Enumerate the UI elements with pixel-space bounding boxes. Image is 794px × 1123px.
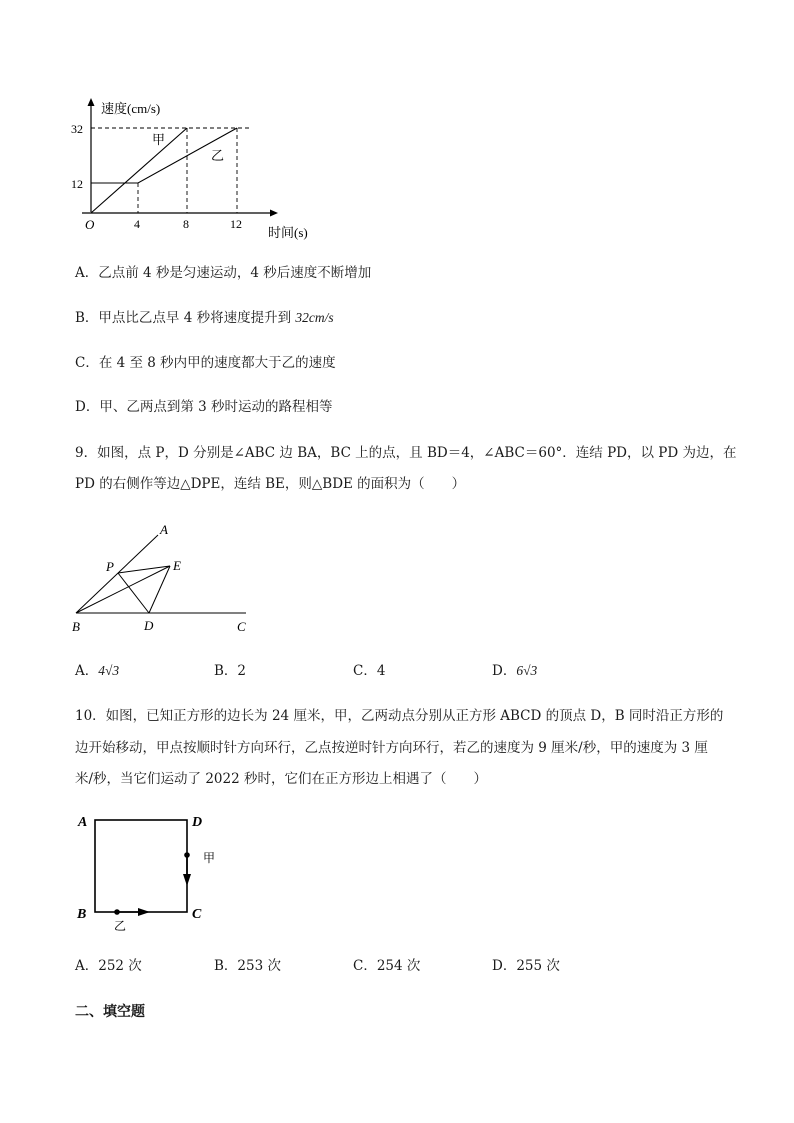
q10-option-d[interactable] bbox=[492, 956, 560, 976]
q9-option-b[interactable] bbox=[214, 661, 246, 681]
option-unit: 32cm/s bbox=[295, 310, 334, 325]
option-letter: B． bbox=[214, 663, 238, 679]
segment-be bbox=[76, 566, 170, 613]
option-letter: C． bbox=[75, 355, 99, 371]
speed-time-graph bbox=[60, 92, 340, 242]
label-yi: 乙 bbox=[114, 919, 127, 933]
option-letter: A． bbox=[75, 265, 99, 281]
q10-stem-line2: 边开始移动，甲点按顺时针方向环行，乙点按逆时针方向环行，若乙的速度为 9 厘米/秒，甲的速度为 3 厘 bbox=[75, 740, 708, 756]
option-value: 252 次 bbox=[98, 958, 142, 974]
option-letter: D． bbox=[492, 663, 517, 679]
option-letter: C． bbox=[353, 663, 377, 679]
option-letter: A． bbox=[75, 663, 99, 679]
q9-option-c[interactable] bbox=[353, 661, 385, 681]
option-value: 4√3 bbox=[98, 663, 120, 678]
line-jia bbox=[91, 128, 187, 213]
arrow-jia-head bbox=[183, 874, 191, 886]
option-text: 甲、乙两点到第 3 秒时运动的路程相等 bbox=[99, 399, 333, 415]
q10-square-figure bbox=[70, 808, 230, 938]
segment-de bbox=[149, 566, 170, 613]
option-value: 255 次 bbox=[516, 958, 560, 974]
label-p: P bbox=[106, 559, 114, 574]
q9-stem-line1: 9．如图，点 P，D 分别是∠ABC 边 BA，BC 上的点，且 BD＝4，∠ABC＝60°．连结 PD，以 PD 为边，在 bbox=[75, 445, 737, 461]
x-axis-arrow bbox=[270, 210, 278, 217]
q9-figure bbox=[60, 518, 260, 638]
section-heading: 二、填空题 bbox=[75, 1004, 145, 1020]
q10-option-c[interactable] bbox=[353, 956, 420, 976]
x-tick-12: 12 bbox=[230, 217, 242, 231]
label-jia: 甲 bbox=[152, 132, 166, 147]
option-value: 6√3 bbox=[516, 663, 538, 678]
option-letter: D． bbox=[492, 958, 517, 974]
option-value: 2 bbox=[237, 663, 247, 679]
q10-stem-line1: 10．如图，已知正方形的边长为 24 厘米，甲，乙两动点分别从正方形 ABCD 的顶点 D，B 同时沿正方形的 bbox=[75, 708, 724, 724]
option-value: 253 次 bbox=[237, 958, 281, 974]
label-b: B bbox=[77, 907, 87, 922]
q8-option-c[interactable] bbox=[75, 353, 336, 373]
square-abcd bbox=[95, 820, 187, 912]
q9-stem-line2: PD 的右侧作等边△DPE，连结 BE，则△BDE 的面积为（ ） bbox=[75, 476, 466, 492]
ray-ba bbox=[76, 535, 158, 613]
option-text: 甲点比乙点早 4 秒将速度提升到 bbox=[98, 310, 296, 326]
label-e: E bbox=[173, 558, 181, 573]
x-axis-label: 时间(s) bbox=[268, 225, 308, 240]
y-axis-arrow bbox=[88, 98, 95, 106]
option-text: 在 4 至 8 秒内甲的速度都大于乙的速度 bbox=[98, 355, 336, 371]
label-a: A bbox=[160, 522, 168, 537]
option-letter: B． bbox=[214, 958, 238, 974]
x-tick-4: 4 bbox=[134, 217, 140, 231]
option-letter: C． bbox=[353, 958, 377, 974]
y-tick-32: 32 bbox=[71, 122, 83, 136]
q8-option-b[interactable] bbox=[75, 308, 334, 328]
label-b: B bbox=[72, 619, 80, 634]
arrow-yi-head bbox=[138, 908, 150, 916]
label-jia: 甲 bbox=[203, 851, 216, 865]
option-value: 254 次 bbox=[376, 958, 421, 974]
q9-option-a[interactable] bbox=[75, 661, 119, 681]
label-c: C bbox=[192, 907, 202, 922]
label-c: C bbox=[237, 619, 246, 634]
y-axis-label: 速度(cm/s) bbox=[101, 101, 161, 116]
label-d: D bbox=[144, 618, 154, 633]
option-text: 乙点前 4 秒是匀速运动，4 秒后速度不断增加 bbox=[98, 265, 372, 281]
q10-option-a[interactable] bbox=[75, 956, 142, 976]
option-letter: D． bbox=[75, 399, 100, 415]
label-yi: 乙 bbox=[211, 148, 225, 163]
q8-option-a[interactable] bbox=[75, 263, 371, 283]
q10-option-b[interactable] bbox=[214, 956, 281, 976]
origin-label: O bbox=[85, 217, 95, 232]
q9-option-d[interactable] bbox=[492, 661, 537, 681]
y-tick-12: 12 bbox=[71, 177, 83, 191]
q10-stem-line3: 米/秒，当它们运动了 2022 秒时，它们在正方形边上相遇了（ ） bbox=[75, 771, 487, 787]
x-tick-8: 8 bbox=[183, 217, 189, 231]
option-letter: A． bbox=[75, 958, 99, 974]
option-value: 4 bbox=[376, 663, 386, 679]
label-a: A bbox=[78, 815, 88, 830]
q8-option-d[interactable] bbox=[75, 397, 333, 417]
label-d: D bbox=[192, 815, 203, 830]
option-letter: B． bbox=[75, 310, 99, 326]
